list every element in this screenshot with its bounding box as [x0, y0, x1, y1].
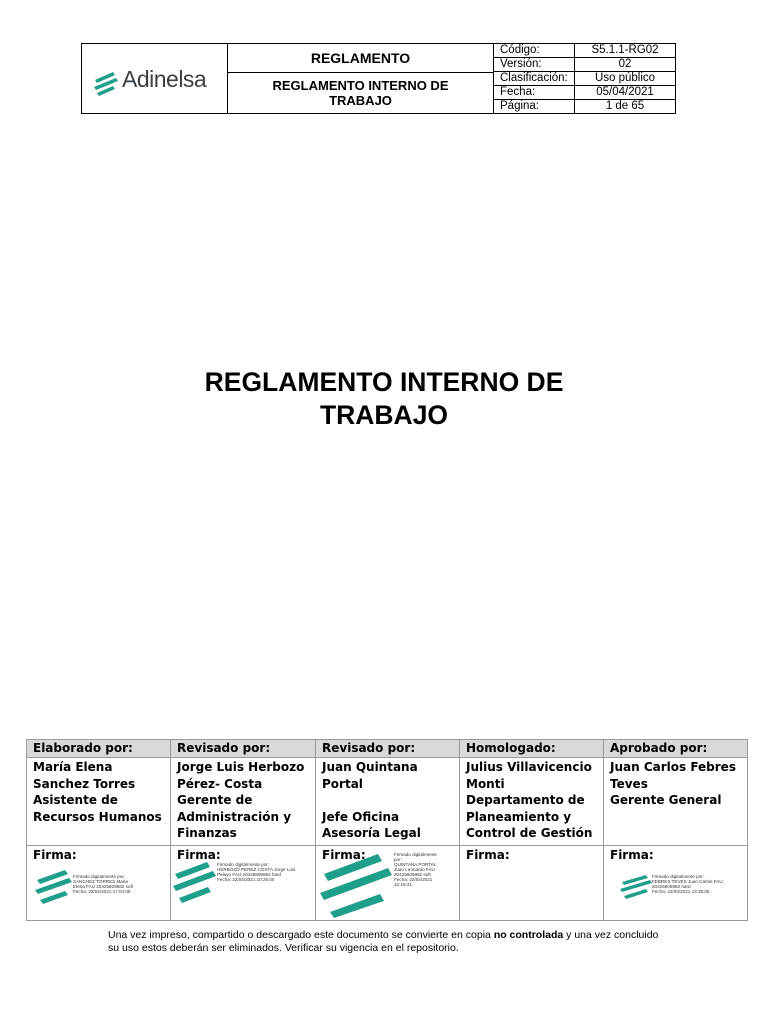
meta-key: Versión:: [494, 58, 575, 71]
main-title-line: REGLAMENTO INTERNO DE: [204, 367, 564, 397]
main-title-line: TRABAJO: [319, 400, 449, 430]
approver-role: Jefe Oficina Asesoría Legal: [322, 809, 421, 840]
meta-value: S5.1.1-RG02: [591, 44, 659, 56]
approval-column: [460, 740, 604, 920]
header-title-cell: [228, 44, 494, 113]
meta-value: 1 de 65: [605, 100, 645, 112]
approver-name: María Elena Sanchez Torres: [33, 760, 136, 791]
approval-heading: Aprobado por:: [604, 740, 747, 758]
meta-row-code: [494, 44, 675, 58]
approval-body: [316, 758, 459, 846]
signature-cell: [460, 846, 603, 920]
header-metadata: [494, 44, 675, 113]
footer-bold-text: no controlada: [493, 929, 564, 941]
document-header: [81, 43, 676, 114]
approval-heading: Revisado por:: [171, 740, 315, 758]
approver-role: Gerente de Administración y Finanzas: [177, 793, 292, 840]
meta-key: Fecha:: [494, 86, 575, 99]
approver-name: Juan Quintana Portal: [322, 760, 418, 791]
signature-label: Firma:: [466, 848, 510, 862]
footer-text: y una vez concluido su uso estos deberán ser eliminados. Verificar su vigencia en el repositorio.: [108, 929, 659, 954]
meta-row-version: [494, 58, 675, 72]
signature-stamp-text: Firmado digitalmente por: FEBRES TEVES Juan Carlos FAU 20425809882 hard Fecha: 22/04/2021 13:35:05: [652, 874, 723, 894]
approval-column: [316, 740, 460, 920]
approver-name: Julius Villavicencio Monti: [466, 760, 592, 791]
signature-cell: [171, 846, 315, 920]
approver-name: Juan Carlos Febres Teves: [610, 760, 736, 791]
header-document-type: REGLAMENTO: [228, 44, 493, 73]
approval-column: [27, 740, 171, 920]
signature-stamp-text: Firmado digitalmente por: HERBOZO PEREZ COSTA Jorge Luis Pelayo FAU 20425809882 hard Fecha: 22/04/2021 10:25:50: [217, 862, 296, 882]
header-document-title: REGLAMENTO INTERNO DE TRABAJO: [272, 78, 449, 108]
meta-value: 05/04/2021: [596, 86, 654, 98]
meta-row-date: [494, 86, 675, 100]
signature-label: Firma:: [610, 848, 654, 862]
digital-signature-icon: [173, 860, 217, 904]
approver-name: Jorge Luis Herbozo Pérez- Costa: [177, 760, 305, 791]
meta-value: Uso público: [594, 72, 656, 84]
signature-cell: [27, 846, 170, 920]
approval-body: [171, 758, 315, 846]
signature-cell: [604, 846, 747, 920]
approval-heading: Elaborado por:: [27, 740, 170, 758]
signature-cell: [316, 846, 459, 920]
approval-body: [460, 758, 603, 846]
footer-text: Una vez impreso, compartido o descargado este documento se convierte en copia: [108, 929, 494, 941]
digital-signature-icon: [320, 852, 400, 918]
meta-value: 02: [618, 58, 632, 70]
approvals-table: [26, 739, 748, 921]
logo-wordmark: Adinelsa: [122, 66, 207, 92]
approver-role: Departamento de Planeamiento y Control de Gestión: [466, 793, 593, 840]
meta-key: Página:: [494, 100, 575, 113]
signature-label: Firma:: [322, 848, 366, 862]
signature-stamp-text: Firmado digitalmente por: SANCHEZ TORRES Maria Elena FAU 20425809882 soft Fecha: 22/04/2021 17:04:09: [73, 874, 134, 894]
document-main-title: [0, 366, 768, 432]
approver-role: Asistente de Recursos Humanos: [33, 793, 162, 824]
approval-column: [604, 740, 747, 920]
signature-stamp-text: Firmado digitalmente por: QUINTANA PORTAL Juan Leonardo FAU 20425809882 soft Fecha: 22/04/2021 12:18:41: [394, 852, 437, 887]
approval-column: [171, 740, 316, 920]
digital-signature-icon: [35, 868, 73, 906]
approval-heading: Homologado:: [460, 740, 603, 758]
footer-notice: [108, 929, 668, 955]
meta-row-page: [494, 100, 675, 113]
approval-heading: Revisado por:: [316, 740, 459, 758]
approval-body: [27, 758, 170, 846]
digital-signature-icon: [620, 874, 654, 900]
company-logo: [93, 68, 223, 98]
signature-label: Firma:: [33, 848, 77, 862]
approver-role: Gerente General: [610, 793, 722, 807]
logo-cell: [82, 44, 228, 113]
meta-key: Código:: [494, 44, 575, 57]
meta-key: Clasificación:: [494, 72, 575, 85]
adinelsa-logo-icon: [93, 70, 119, 96]
signature-label: Firma:: [177, 848, 221, 862]
meta-row-classification: [494, 72, 675, 86]
approval-body: [604, 758, 747, 846]
